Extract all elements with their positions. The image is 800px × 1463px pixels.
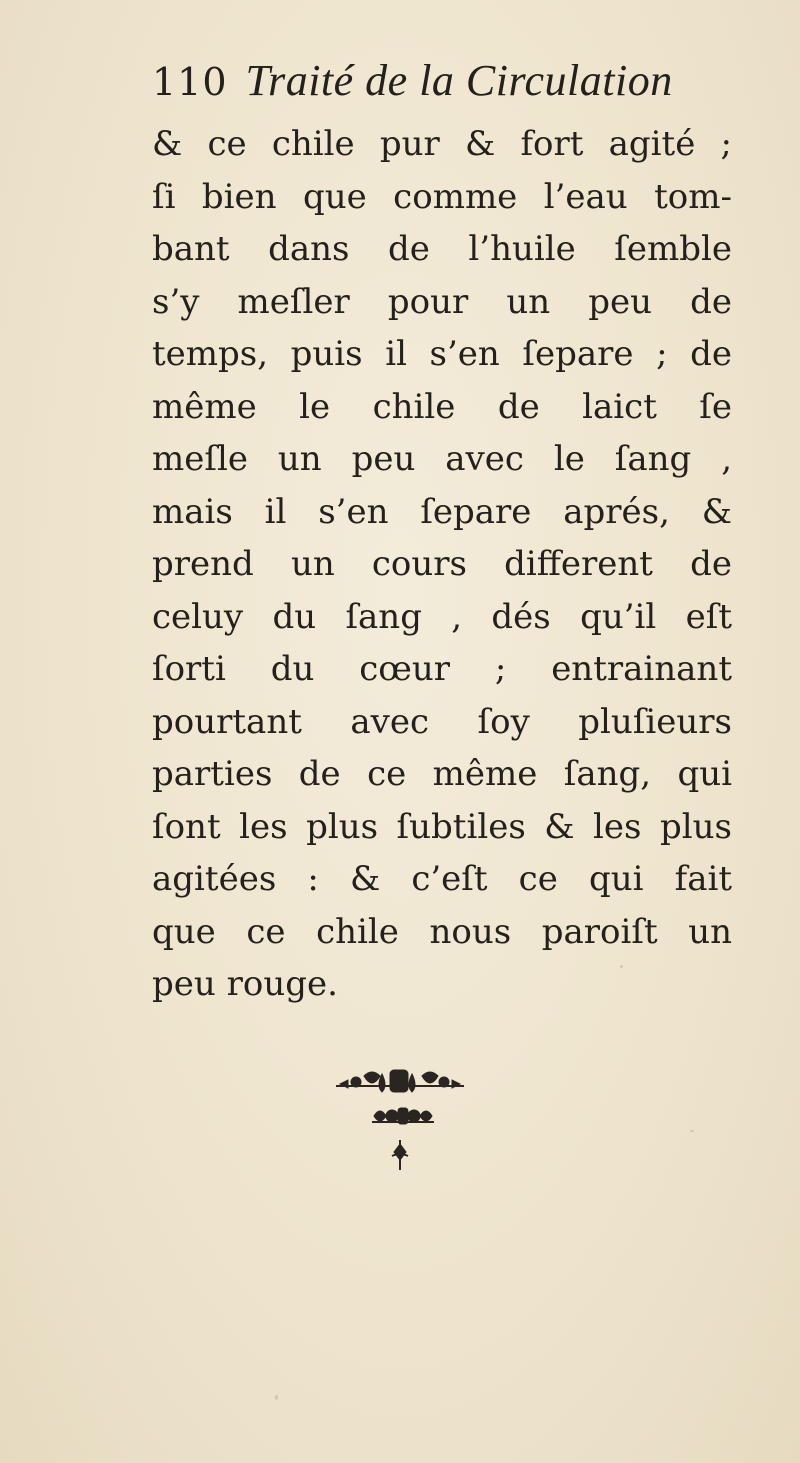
text-line: que ce chile nous paroiſt un	[152, 911, 732, 952]
body-text	[152, 118, 732, 1011]
text-line: prend un cours different de	[152, 544, 732, 584]
text-line: ſi bien que comme l’eau tom-	[152, 176, 732, 217]
paper-fleck	[275, 1395, 278, 1400]
paper-fleck	[620, 965, 623, 968]
text-line: peu rouge.	[152, 964, 338, 1004]
text-line: mais il s’en ſepare aprés, &	[152, 491, 732, 532]
text-line: agitées : & c’eſt ce qui fait	[152, 859, 732, 899]
text-line: bant dans de l’huile ſemble	[152, 229, 732, 269]
text-line: s’y meſler pour un peu de	[152, 281, 732, 322]
running-title: Traité de la Circulation	[245, 56, 673, 105]
tailpiece-fleuron-icon	[330, 1060, 470, 1200]
page-number: 110	[152, 60, 228, 104]
text-line: meſle un peu avec le ſang ,	[152, 439, 732, 479]
text-line: pourtant avec ſoy pluſieurs	[152, 701, 732, 742]
paper-fleck	[690, 1130, 694, 1132]
text-line: parties de ce même ſang, qui	[152, 754, 732, 794]
text-line: celuy du ſang , dés qu’il eſt	[152, 596, 732, 637]
text-line: & ce chile pur & fort agité ;	[152, 124, 732, 164]
page-header	[152, 55, 673, 115]
text-line: ſorti du cœur ; entrainant	[152, 649, 732, 689]
text-line: temps, puis il s’en ſepare ; de	[152, 334, 732, 374]
text-line: même le chile de laict ſe	[152, 386, 732, 427]
text-line: ſont les plus ſubtiles & les plus	[152, 806, 732, 847]
